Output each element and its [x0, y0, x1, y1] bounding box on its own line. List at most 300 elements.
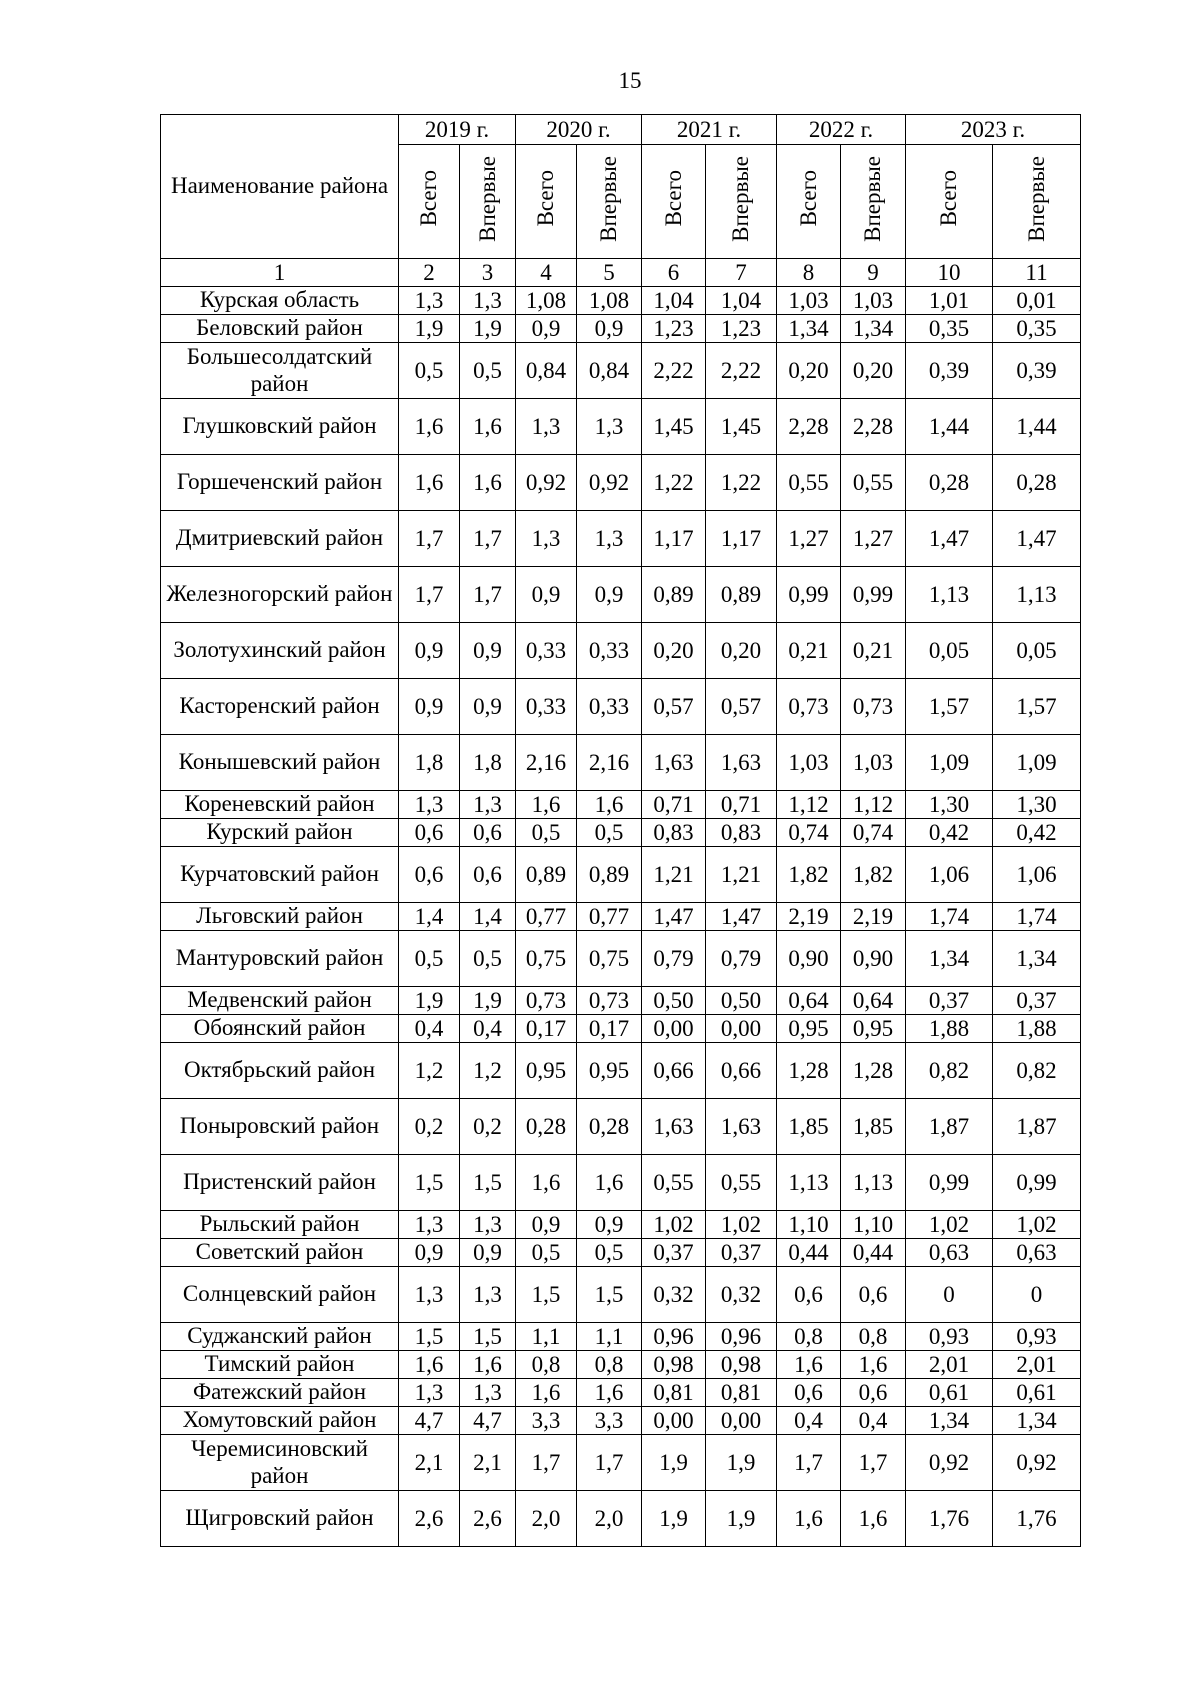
value-cell: 1,34 — [906, 931, 993, 987]
value-cell: 1,3 — [460, 1267, 516, 1323]
value-cell: 1,3 — [516, 511, 577, 567]
value-cell: 0,01 — [993, 287, 1081, 315]
table-row — [161, 455, 1081, 511]
value-cell: 1,87 — [993, 1099, 1081, 1155]
value-cell: 1,47 — [993, 511, 1081, 567]
value-cell: 0,75 — [577, 931, 642, 987]
value-cell: 0,5 — [399, 931, 460, 987]
value-cell: 1,17 — [642, 511, 706, 567]
table-row — [161, 819, 1081, 847]
value-cell: 0,93 — [993, 1323, 1081, 1351]
value-cell: 0,6 — [777, 1379, 841, 1407]
value-cell: 0,95 — [841, 1015, 906, 1043]
value-cell: 1,6 — [841, 1351, 906, 1379]
value-cell: 1,9 — [642, 1491, 706, 1547]
district-name-cell: Курчатовский район — [161, 847, 399, 903]
value-cell: 1,5 — [516, 1267, 577, 1323]
district-name-cell: Льговский район — [161, 903, 399, 931]
value-cell: 0,00 — [642, 1015, 706, 1043]
district-name-cell: Обоянский район — [161, 1015, 399, 1043]
value-cell: 0,8 — [516, 1351, 577, 1379]
value-cell: 1,45 — [642, 399, 706, 455]
value-cell: 1,7 — [399, 511, 460, 567]
table-row — [161, 1239, 1081, 1267]
value-cell: 0,95 — [777, 1015, 841, 1043]
value-cell: 1,02 — [642, 1211, 706, 1239]
value-cell: 0,9 — [516, 567, 577, 623]
value-cell: 1,34 — [993, 931, 1081, 987]
table-row — [161, 567, 1081, 623]
value-cell: 3,3 — [516, 1407, 577, 1435]
value-cell: 2,19 — [777, 903, 841, 931]
value-cell: 0,20 — [642, 623, 706, 679]
value-cell: 0,82 — [993, 1043, 1081, 1099]
value-cell: 0,99 — [777, 567, 841, 623]
value-cell: 1,5 — [460, 1323, 516, 1351]
value-cell: 1,3 — [460, 1211, 516, 1239]
value-cell: 0,81 — [642, 1379, 706, 1407]
value-cell: 0,00 — [706, 1407, 777, 1435]
value-cell: 0,73 — [516, 987, 577, 1015]
value-cell: 0,20 — [777, 343, 841, 399]
value-cell: 1,7 — [777, 1435, 841, 1491]
value-cell: 0,73 — [777, 679, 841, 735]
district-name-cell: Конышевский район — [161, 735, 399, 791]
value-cell: 0,9 — [399, 623, 460, 679]
value-cell: 1,03 — [777, 735, 841, 791]
value-cell: 0,39 — [993, 343, 1081, 399]
table-row — [161, 791, 1081, 819]
value-cell: 1,12 — [777, 791, 841, 819]
table-row — [161, 903, 1081, 931]
value-cell: 1,63 — [706, 735, 777, 791]
value-cell: 0,44 — [841, 1239, 906, 1267]
value-cell: 0,33 — [516, 623, 577, 679]
value-cell: 0,05 — [993, 623, 1081, 679]
value-cell: 0,99 — [841, 567, 906, 623]
value-cell: 1,6 — [577, 1379, 642, 1407]
value-cell: 1,9 — [460, 315, 516, 343]
value-cell: 1,4 — [460, 903, 516, 931]
value-cell: 2,0 — [577, 1491, 642, 1547]
district-name-cell: Дмитриевский район — [161, 511, 399, 567]
district-name-cell: Кореневский район — [161, 791, 399, 819]
value-cell: 2,0 — [516, 1491, 577, 1547]
value-cell: 0,8 — [577, 1351, 642, 1379]
value-cell: 0,79 — [642, 931, 706, 987]
value-cell: 0,77 — [516, 903, 577, 931]
table-row — [161, 679, 1081, 735]
year-header: 2022 г. — [777, 115, 906, 145]
value-cell: 0,95 — [516, 1043, 577, 1099]
value-cell: 1,87 — [906, 1099, 993, 1155]
value-cell: 0,32 — [642, 1267, 706, 1323]
value-cell: 0,57 — [706, 679, 777, 735]
value-cell: 0,39 — [906, 343, 993, 399]
district-name-cell: Суджанский район — [161, 1323, 399, 1351]
value-cell: 1,7 — [460, 511, 516, 567]
value-cell: 1,22 — [706, 455, 777, 511]
district-name-cell: Щигровский район — [161, 1491, 399, 1547]
district-name-cell: Золотухинский район — [161, 623, 399, 679]
value-cell: 0,33 — [577, 679, 642, 735]
table-row — [161, 1323, 1081, 1351]
value-cell: 1,22 — [642, 455, 706, 511]
value-cell: 2,22 — [642, 343, 706, 399]
value-cell: 0,5 — [516, 819, 577, 847]
value-cell: 1,09 — [906, 735, 993, 791]
value-cell: 0,6 — [841, 1267, 906, 1323]
value-cell: 0,66 — [706, 1043, 777, 1099]
value-cell: 1,7 — [841, 1435, 906, 1491]
table-row — [161, 511, 1081, 567]
value-cell: 0,17 — [516, 1015, 577, 1043]
value-cell: 0,9 — [460, 623, 516, 679]
value-cell: 0,37 — [706, 1239, 777, 1267]
value-cell: 1,3 — [399, 1211, 460, 1239]
district-name-cell: Медвенский район — [161, 987, 399, 1015]
value-cell: 0 — [906, 1267, 993, 1323]
value-cell: 0,42 — [906, 819, 993, 847]
value-cell: 0,89 — [516, 847, 577, 903]
table-row — [161, 287, 1081, 315]
subheader-total — [642, 145, 706, 259]
value-cell: 0,77 — [577, 903, 642, 931]
value-cell: 3,3 — [577, 1407, 642, 1435]
value-cell: 1,13 — [777, 1155, 841, 1211]
value-cell: 1,76 — [993, 1491, 1081, 1547]
value-cell: 1,88 — [906, 1015, 993, 1043]
value-cell: 2,01 — [906, 1351, 993, 1379]
value-cell: 0,89 — [577, 847, 642, 903]
value-cell: 1,3 — [460, 791, 516, 819]
value-cell: 1,6 — [577, 1155, 642, 1211]
value-cell: 0,00 — [706, 1015, 777, 1043]
value-cell: 0,5 — [399, 343, 460, 399]
value-cell: 0,6 — [841, 1379, 906, 1407]
value-cell: 2,16 — [516, 735, 577, 791]
value-cell: 0,32 — [706, 1267, 777, 1323]
value-cell: 1,74 — [906, 903, 993, 931]
district-name-cell: Мантуровский район — [161, 931, 399, 987]
value-cell: 0,20 — [706, 623, 777, 679]
table-row — [161, 1043, 1081, 1099]
subheader-label: Впервые — [474, 155, 500, 242]
table-row — [161, 735, 1081, 791]
value-cell: 0,28 — [906, 455, 993, 511]
value-cell: 1,82 — [841, 847, 906, 903]
value-cell: 1,1 — [516, 1323, 577, 1351]
value-cell: 2,28 — [777, 399, 841, 455]
value-cell: 1,6 — [399, 399, 460, 455]
value-cell: 1,28 — [777, 1043, 841, 1099]
value-cell: 0,84 — [516, 343, 577, 399]
value-cell: 0,6 — [460, 819, 516, 847]
value-cell: 2,6 — [460, 1491, 516, 1547]
district-name-cell: Советский район — [161, 1239, 399, 1267]
value-cell: 1,5 — [399, 1323, 460, 1351]
value-cell: 0,92 — [906, 1435, 993, 1491]
value-cell: 0,55 — [706, 1155, 777, 1211]
table-row — [161, 1379, 1081, 1407]
value-cell: 0,6 — [777, 1267, 841, 1323]
value-cell: 0,64 — [841, 987, 906, 1015]
value-cell: 1,08 — [516, 287, 577, 315]
table-row — [161, 1211, 1081, 1239]
value-cell: 0,9 — [399, 679, 460, 735]
value-cell: 0,74 — [841, 819, 906, 847]
value-cell: 0,98 — [706, 1351, 777, 1379]
value-cell: 1,6 — [460, 399, 516, 455]
value-cell: 1,9 — [706, 1491, 777, 1547]
value-cell: 0,9 — [516, 315, 577, 343]
value-cell: 1,7 — [460, 567, 516, 623]
value-cell: 0,63 — [906, 1239, 993, 1267]
value-cell: 0,61 — [906, 1379, 993, 1407]
value-cell: 0,81 — [706, 1379, 777, 1407]
column-number: 11 — [993, 259, 1081, 287]
value-cell: 0,2 — [399, 1099, 460, 1155]
value-cell: 0,9 — [577, 1211, 642, 1239]
value-cell: 1,6 — [399, 455, 460, 511]
value-cell: 1,21 — [706, 847, 777, 903]
table-row — [161, 343, 1081, 399]
value-cell: 0,4 — [777, 1407, 841, 1435]
value-cell: 1,7 — [399, 567, 460, 623]
value-cell: 0,21 — [777, 623, 841, 679]
value-cell: 1,4 — [399, 903, 460, 931]
value-cell: 1,2 — [460, 1043, 516, 1099]
value-cell: 0,50 — [642, 987, 706, 1015]
column-number-row — [161, 259, 1081, 287]
value-cell: 0,95 — [577, 1043, 642, 1099]
column-number: 6 — [642, 259, 706, 287]
district-name-cell: Поныровский район — [161, 1099, 399, 1155]
value-cell: 1,13 — [993, 567, 1081, 623]
value-cell: 1,04 — [706, 287, 777, 315]
value-cell: 0,5 — [577, 1239, 642, 1267]
value-cell: 0,89 — [706, 567, 777, 623]
value-cell: 1,45 — [706, 399, 777, 455]
value-cell: 0,9 — [516, 1211, 577, 1239]
value-cell: 1,47 — [906, 511, 993, 567]
district-name-cell: Горшеченский район — [161, 455, 399, 511]
value-cell: 0,71 — [706, 791, 777, 819]
value-cell: 1,6 — [399, 1351, 460, 1379]
value-cell: 1,1 — [577, 1323, 642, 1351]
value-cell: 0,93 — [906, 1323, 993, 1351]
value-cell: 1,6 — [516, 1155, 577, 1211]
value-cell: 0,57 — [642, 679, 706, 735]
value-cell: 0,4 — [460, 1015, 516, 1043]
value-cell: 0,55 — [777, 455, 841, 511]
value-cell: 0,84 — [577, 343, 642, 399]
value-cell: 1,2 — [399, 1043, 460, 1099]
value-cell: 0,82 — [906, 1043, 993, 1099]
value-cell: 0,5 — [460, 343, 516, 399]
page-number: 15 — [618, 68, 642, 93]
value-cell: 1,3 — [577, 399, 642, 455]
value-cell: 0,8 — [777, 1323, 841, 1351]
value-cell: 1,44 — [906, 399, 993, 455]
table-row — [161, 1407, 1081, 1435]
value-cell: 1,3 — [460, 1379, 516, 1407]
value-cell: 2,19 — [841, 903, 906, 931]
value-cell: 0,6 — [399, 847, 460, 903]
value-cell: 0,99 — [906, 1155, 993, 1211]
district-name-cell: Касторенский район — [161, 679, 399, 735]
value-cell: 1,57 — [906, 679, 993, 735]
column-number: 10 — [906, 259, 993, 287]
value-cell: 1,21 — [642, 847, 706, 903]
value-cell: 0,9 — [577, 567, 642, 623]
value-cell: 0,37 — [993, 987, 1081, 1015]
table-row — [161, 1015, 1081, 1043]
district-name-cell: Октябрьский район — [161, 1043, 399, 1099]
district-name-cell: Курская область — [161, 287, 399, 315]
value-cell: 0,05 — [906, 623, 993, 679]
district-name-cell: Беловский район — [161, 315, 399, 343]
district-name-cell: Железногорский район — [161, 567, 399, 623]
column-number: 7 — [706, 259, 777, 287]
value-cell: 0,6 — [399, 819, 460, 847]
value-cell: 0,00 — [642, 1407, 706, 1435]
value-cell: 4,7 — [460, 1407, 516, 1435]
value-cell: 1,01 — [906, 287, 993, 315]
statistics-table — [160, 114, 1081, 1547]
value-cell: 2,6 — [399, 1491, 460, 1547]
value-cell: 0,8 — [841, 1323, 906, 1351]
district-name-cell: Рыльский район — [161, 1211, 399, 1239]
value-cell: 0,89 — [642, 567, 706, 623]
value-cell: 1,3 — [399, 287, 460, 315]
value-cell: 0,92 — [516, 455, 577, 511]
value-cell: 0,17 — [577, 1015, 642, 1043]
value-cell: 1,6 — [460, 455, 516, 511]
value-cell: 0,28 — [993, 455, 1081, 511]
value-cell: 1,23 — [706, 315, 777, 343]
subheader-label: Всего — [795, 170, 821, 227]
value-cell: 1,12 — [841, 791, 906, 819]
header-row-years — [161, 115, 1081, 145]
value-cell: 0,79 — [706, 931, 777, 987]
year-header: 2020 г. — [516, 115, 642, 145]
subheader-label: Впервые — [728, 155, 754, 242]
value-cell: 0,44 — [777, 1239, 841, 1267]
district-name-cell: Большесолдатский район — [161, 343, 399, 399]
value-cell: 1,04 — [642, 287, 706, 315]
value-cell: 0,90 — [777, 931, 841, 987]
value-cell: 1,76 — [906, 1491, 993, 1547]
value-cell: 0,5 — [460, 931, 516, 987]
value-cell: 2,1 — [399, 1435, 460, 1491]
value-cell: 0,5 — [577, 819, 642, 847]
table-row — [161, 931, 1081, 987]
value-cell: 1,17 — [706, 511, 777, 567]
value-cell: 1,47 — [706, 903, 777, 931]
value-cell: 1,82 — [777, 847, 841, 903]
value-cell: 1,30 — [906, 791, 993, 819]
district-name-cell: Пристенский район — [161, 1155, 399, 1211]
subheader-label: Всего — [533, 170, 559, 227]
value-cell: 0,9 — [577, 315, 642, 343]
value-cell: 2,22 — [706, 343, 777, 399]
value-cell: 0,92 — [993, 1435, 1081, 1491]
value-cell: 2,28 — [841, 399, 906, 455]
value-cell: 0,96 — [642, 1323, 706, 1351]
value-cell: 2,1 — [460, 1435, 516, 1491]
value-cell: 0,28 — [577, 1099, 642, 1155]
year-header: 2019 г. — [399, 115, 516, 145]
table-body — [161, 287, 1081, 1547]
value-cell: 1,9 — [642, 1435, 706, 1491]
value-cell: 1,13 — [906, 567, 993, 623]
value-cell: 1,34 — [906, 1407, 993, 1435]
value-cell: 1,34 — [993, 1407, 1081, 1435]
value-cell: 0,2 — [460, 1099, 516, 1155]
value-cell: 1,6 — [841, 1491, 906, 1547]
value-cell: 0,42 — [993, 819, 1081, 847]
subheader-first-time — [706, 145, 777, 259]
district-name-cell: Фатежский район — [161, 1379, 399, 1407]
value-cell: 1,03 — [841, 287, 906, 315]
value-cell: 1,06 — [993, 847, 1081, 903]
table-row — [161, 623, 1081, 679]
value-cell: 1,8 — [460, 735, 516, 791]
value-cell: 0,63 — [993, 1239, 1081, 1267]
value-cell: 0,55 — [841, 455, 906, 511]
value-cell: 1,23 — [642, 315, 706, 343]
subheader-total — [777, 145, 841, 259]
value-cell: 1,02 — [906, 1211, 993, 1239]
value-cell: 1,06 — [906, 847, 993, 903]
subheader-label: Всего — [660, 170, 686, 227]
value-cell: 0,90 — [841, 931, 906, 987]
value-cell: 1,02 — [993, 1211, 1081, 1239]
column-number: 1 — [161, 259, 399, 287]
column-number: 4 — [516, 259, 577, 287]
column-number: 8 — [777, 259, 841, 287]
value-cell: 0,35 — [993, 315, 1081, 343]
value-cell: 1,6 — [516, 1379, 577, 1407]
value-cell: 0,5 — [516, 1239, 577, 1267]
district-name-cell: Черемисиновский район — [161, 1435, 399, 1491]
value-cell: 0,28 — [516, 1099, 577, 1155]
year-header: 2021 г. — [642, 115, 777, 145]
district-name-cell: Хомутовский район — [161, 1407, 399, 1435]
table-row — [161, 987, 1081, 1015]
value-cell: 1,6 — [516, 791, 577, 819]
table-row — [161, 1491, 1081, 1547]
value-cell: 0,74 — [777, 819, 841, 847]
value-cell: 0,96 — [706, 1323, 777, 1351]
value-cell: 0,83 — [706, 819, 777, 847]
column-number: 3 — [460, 259, 516, 287]
value-cell: 1,10 — [777, 1211, 841, 1239]
value-cell: 1,10 — [841, 1211, 906, 1239]
value-cell: 1,6 — [460, 1351, 516, 1379]
subheader-total — [906, 145, 993, 259]
value-cell: 0 — [993, 1267, 1081, 1323]
value-cell: 0,73 — [841, 679, 906, 735]
subheader-total — [399, 145, 460, 259]
value-cell: 0,92 — [577, 455, 642, 511]
value-cell: 0,66 — [642, 1043, 706, 1099]
value-cell: 1,13 — [841, 1155, 906, 1211]
value-cell: 0,35 — [906, 315, 993, 343]
value-cell: 1,9 — [399, 315, 460, 343]
district-name-cell: Солнцевский район — [161, 1267, 399, 1323]
